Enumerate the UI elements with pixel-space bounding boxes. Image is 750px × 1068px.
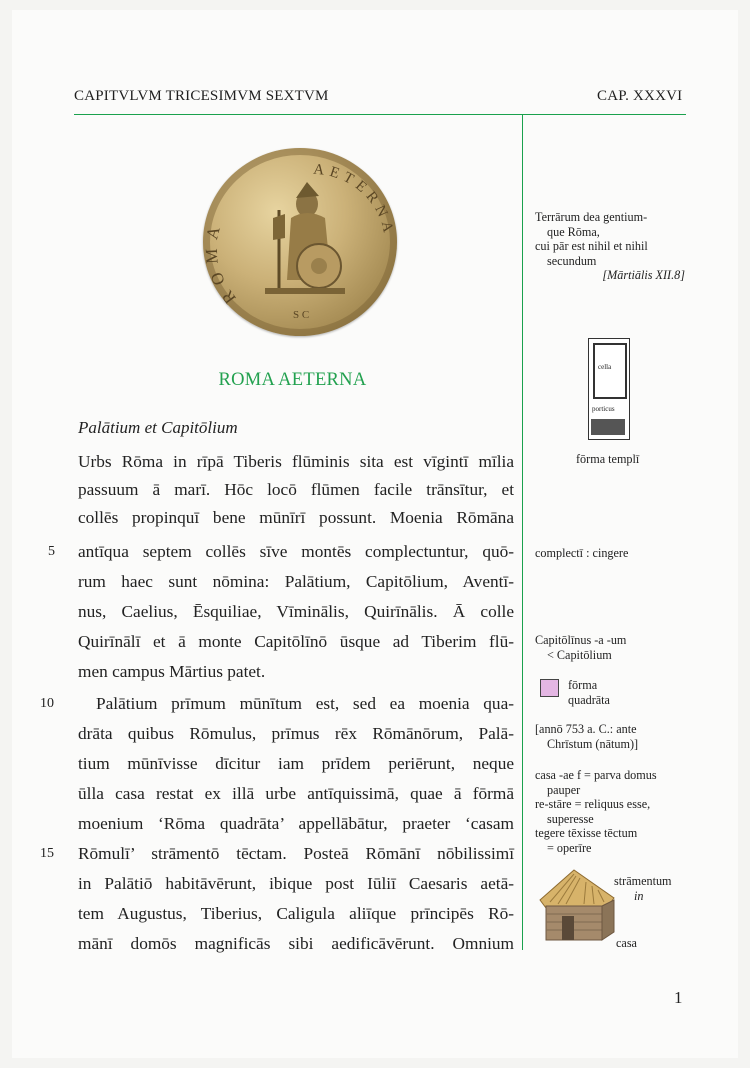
temple-porticus-label: porticus — [592, 405, 615, 413]
gloss-complecti: complectī : cingere — [535, 546, 629, 560]
section-subtitle: Palātium et Capitōlium — [78, 418, 238, 437]
page-number: 1 — [674, 988, 683, 1007]
line-number: 15 — [40, 846, 54, 861]
running-header-left: CAPITVLVM TRICESIMVM SEXTVM — [74, 88, 329, 104]
body-line: men campus Mārtius patet. — [78, 662, 266, 681]
coin-art — [203, 148, 397, 336]
temple-cella-box — [593, 343, 627, 399]
body-line: in Palātiō habitāvērunt, ibique post Iūliī Caesaris aetā- — [78, 874, 514, 893]
body-line: moenium ‘Rōma quadrāta’ appellābātur, praeter ‘casam — [78, 814, 514, 833]
forma-quadrata-swatch — [540, 679, 559, 697]
body-line: tem Augustus, Tiberius, Caligula aliīque prīncipēs Rō- — [78, 904, 514, 923]
body-line: mānī domōs magnificās sibi aedificāvērunt. Omnium — [78, 934, 514, 953]
body-line: nus, Caelius, Ēsquiliae, Vīminālis, Quirīnālis. Ā colle — [78, 602, 514, 621]
hut-illustration — [534, 866, 618, 944]
gloss-in: in — [634, 889, 644, 903]
gloss-anno: [annō 753 a. C.: ante Chrīstum (nātum)] — [535, 722, 639, 751]
body-line: Palātium prīmum mūnītum est, sed ea moenia qua- — [96, 694, 514, 713]
running-header-right: CAP. XXXVI — [597, 88, 683, 104]
hut-art — [534, 866, 618, 944]
body-line: Rōmulī’ strāmentō tēctam. Posteā Rōmānī nōbilissimī — [78, 844, 514, 863]
body-line: antīqua septem collēs sīve montēs complectuntur, quō- — [78, 542, 514, 561]
temple-cella-label: cella — [598, 363, 612, 371]
gloss-stramentum: strāmentum — [614, 874, 672, 888]
coin-illustration — [203, 148, 397, 336]
temple-caption: fōrma templī — [576, 452, 640, 466]
coin-legend-left: ROMA — [203, 216, 240, 308]
temple-steps — [591, 419, 625, 435]
margin-quote: Terrārum dea gentium- que Rōma, cui pār est nihil et nihil secundum [Mārtiālis XII.8] — [535, 210, 685, 282]
body-line: rum haec sunt nōmina: Palātium, Capitōlium, Aventī- — [78, 572, 514, 591]
temple-diagram — [588, 338, 630, 440]
body-line: Quirīnālī et ā monte Capitōlīnō ūsque ad Tiberim flū- — [78, 632, 514, 651]
body-line: passuum ā marī. Hōc locō flūmen facile trānsītur, et — [78, 480, 514, 499]
chapter-title: ROMA AETERNA — [218, 370, 367, 390]
header-rule — [74, 114, 686, 115]
body-line: drāta quibus Rōmulus, prīmus rēx Rōmānōrum, Palā- — [78, 724, 514, 743]
line-number: 10 — [40, 696, 54, 711]
body-line: tium mūnīvisse dīcitur iam prīdem periērunt, neque — [78, 754, 514, 773]
gloss-capitolinus: Capitōlīnus -a -um < Capitōlium — [535, 633, 627, 662]
gloss-casa: casa -ae f = parva domus pauper re-stāre = reliquus esse, superesse tegere tēxisse tēctum = operīre — [535, 768, 657, 855]
margin-rule — [522, 114, 523, 950]
body-line: collēs propinquī bene mūnīrī possunt. Moenia Rōmāna — [78, 508, 514, 527]
line-number: 5 — [48, 544, 55, 559]
svg-text:ROMA — [203, 217, 240, 307]
coin-legend-right: AETERNA — [312, 161, 397, 239]
hut-caption: casa — [616, 936, 637, 950]
body-line: Urbs Rōma in rīpā Tiberis flūminis sita est vīgintī mīlia — [78, 452, 514, 471]
body-line: ūlla casa restat ex illā urbe antīquissimā, quae ā fōrmā — [78, 784, 514, 803]
coin-mark: S C — [293, 309, 310, 321]
gloss-forma-quadrata: fōrma quadrāta — [568, 678, 610, 707]
